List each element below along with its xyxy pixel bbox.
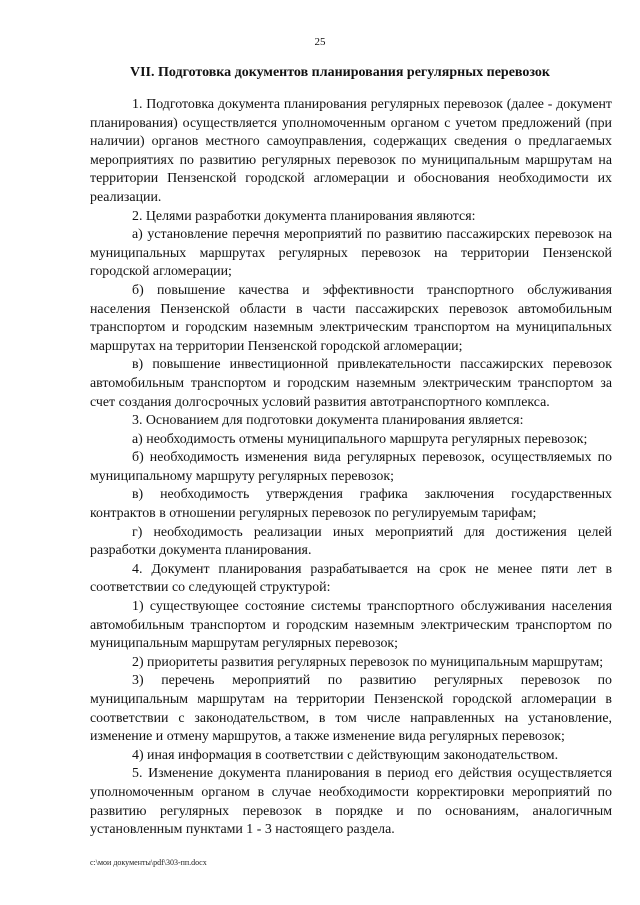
- footer-file-path: c:\мои документы\pdf\303-пп.docx: [90, 858, 207, 867]
- paragraph-2a: а) установление перечня мероприятий по развитию пассажирских перевозок на муниципальных маршрутах регулярных перевозок на территории Пензенской городской агломерации;: [90, 227, 612, 280]
- paragraph-3: 3. Основанием для подготовки документа планирования является:: [132, 413, 524, 429]
- paragraph-2b: б) повышение качества и эффективности транспортного обслуживания населения Пензенской области в части пассажирских перевозок автомобильным транспортом и городским наземным электрическим транспортом на муниципальных маршрутах на территории Пензенской городской агломерации;: [90, 282, 612, 354]
- paragraph-4-4: 4) иная информация в соответствии с действующим законодательством.: [132, 747, 559, 763]
- paragraph-4-3: 3) перечень мероприятий по развитию регулярных перевозок по муниципальным маршрутам на территории Пензенской городской агломерации в соответствии с законодательством, в том числе направленных на установление, изменение и отмену маршрутов, а также изменение вида регулярных перевозок;: [90, 673, 612, 745]
- section-title: VII. Подготовка документов планирования регулярных перевозок: [130, 65, 550, 80]
- document-body: [90, 96, 612, 840]
- paragraph-3d: г) необходимость реализации иных мероприятий для достижения целей разработки документа планирования.: [90, 524, 612, 559]
- paragraph-3c: в) необходимость утверждения графика заключения государственных контрактов в отношении регулярных перевозок по регулируемым тарифам;: [90, 487, 612, 522]
- paragraph-5: 5. Изменение документа планирования в период его действия осуществляется уполномоченным органом в случае необходимости корректировки мероприятий по развитию регулярных перевозок в порядке и по основаниям, аналогичным установленным пунктами 1 - 3 настоящего раздела.: [90, 766, 612, 838]
- paragraph-3a: а) необходимость отмены муниципального маршрута регулярных перевозок;: [132, 431, 588, 447]
- paragraph-4-1: 1) существующее состояние системы транспортного обслуживания населения автомобильным транспортом и городским наземным электрическим транспортом по муниципальным маршрутам регулярных перевозок;: [90, 599, 612, 652]
- paragraph-2: 2. Целями разработки документа планирования являются:: [132, 208, 476, 224]
- paragraph-4-2: 2) приоритеты развития регулярных перевозок по муниципальным маршрутам;: [132, 654, 604, 670]
- paragraph-1: 1. Подготовка документа планирования регулярных перевозок (далее - документ планирования) осуществляется уполномоченным органом с учетом предложений (при наличии) органов местного самоуправления, содержащих сведения о предлагаемых мероприятиях по развитию регулярных перевозок по муниципальным маршрутам на территории Пензенской городской агломерации и обоснования необходимости их реализации.: [90, 97, 612, 205]
- paragraph-2c: в) повышение инвестиционной привлекательности пассажирских перевозок автомобильным транспортом и городским наземным электрическим транспортом за счет создания долгосрочных условий развития автотранспортного комплекса.: [90, 357, 612, 410]
- paragraph-4: 4. Документ планирования разрабатывается на срок не менее пяти лет в соответствии со следующей структурой:: [90, 561, 612, 596]
- paragraph-3b: б) необходимость изменения вида регулярных перевозок, осуществляемых по муниципальному маршруту регулярных перевозок;: [90, 450, 612, 484]
- page-number: 25: [314, 36, 326, 48]
